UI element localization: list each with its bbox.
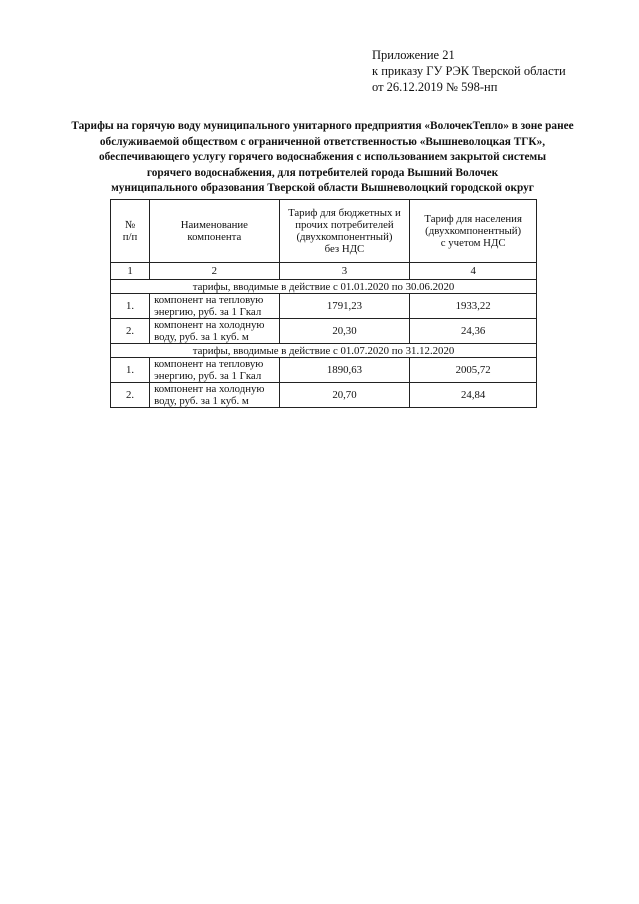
population-tariff-value: 24,84 (410, 383, 537, 408)
appendix-line: Приложение 21 (372, 48, 455, 62)
table-row (111, 319, 537, 344)
title-line: муниципального образования Тверской области Вышневолоцкий городской округ (111, 182, 534, 194)
table-row (111, 358, 537, 383)
budget-tariff-value: 20,70 (279, 383, 410, 408)
budget-tariff-value: 1890,63 (279, 358, 410, 383)
column-number-row (111, 263, 537, 280)
header-budget-tariff: Тариф для бюджетных и прочих потребителей (двухкомпонентный) без НДС (279, 200, 410, 263)
period-row (111, 344, 537, 358)
budget-tariff-value: 20,30 (279, 319, 410, 344)
period-row (111, 280, 537, 294)
population-tariff-value: 24,36 (410, 319, 537, 344)
header-number: № п/п (111, 200, 150, 263)
population-tariff-value: 2005,72 (410, 358, 537, 383)
column-number: 1 (111, 263, 150, 280)
column-number: 2 (150, 263, 280, 280)
table-row (111, 383, 537, 408)
row-number: 2. (111, 383, 150, 408)
row-number: 1. (111, 294, 150, 319)
row-number: 1. (111, 358, 150, 383)
title-line: обслуживаемой обществом с ограниченной ответственностью «Вышневолоцкая ТГК», (99, 135, 546, 148)
period-label: тарифы, вводимые в действие с 01.07.2020 по 31.12.2020 (111, 344, 537, 358)
period-label: тарифы, вводимые в действие с 01.01.2020 по 30.06.2020 (111, 280, 537, 294)
document-title (70, 119, 575, 197)
appendix-date-line: от 26.12.2019 № 598-нп (372, 80, 498, 94)
component-name: компонент на тепловую энергию, руб. за 1 Гкал (150, 294, 280, 319)
header-population-tariff: Тариф для населения (двухкомпонентный) с учетом НДС (410, 200, 537, 263)
budget-tariff-value: 1791,23 (279, 294, 410, 319)
row-number: 2. (111, 319, 150, 344)
table-header-row (111, 200, 537, 263)
column-number: 3 (279, 263, 410, 280)
column-number: 4 (410, 263, 537, 280)
appendix-order-line: к приказу ГУ РЭК Тверской области (372, 64, 566, 78)
component-name: компонент на холодную воду, руб. за 1 куб. м (150, 383, 280, 408)
title-line: горячего водоснабжения, для потребителей города Вышний Волочек (146, 166, 499, 179)
component-name: компонент на холодную воду, руб. за 1 куб. м (150, 319, 280, 344)
appendix-reference (372, 47, 566, 95)
title-line: Тарифы на горячую воду муниципального унитарного предприятия «ВолочекТепло» в зоне ранее (71, 120, 574, 132)
title-line: обеспечивающего услугу горячего водоснабжения с использованием закрытой системы (98, 151, 547, 163)
component-name: компонент на тепловую энергию, руб. за 1 Гкал (150, 358, 280, 383)
population-tariff-value: 1933,22 (410, 294, 537, 319)
tariff-table (110, 199, 537, 408)
header-component-name: Наименование компонента (150, 200, 280, 263)
table-row (111, 294, 537, 319)
